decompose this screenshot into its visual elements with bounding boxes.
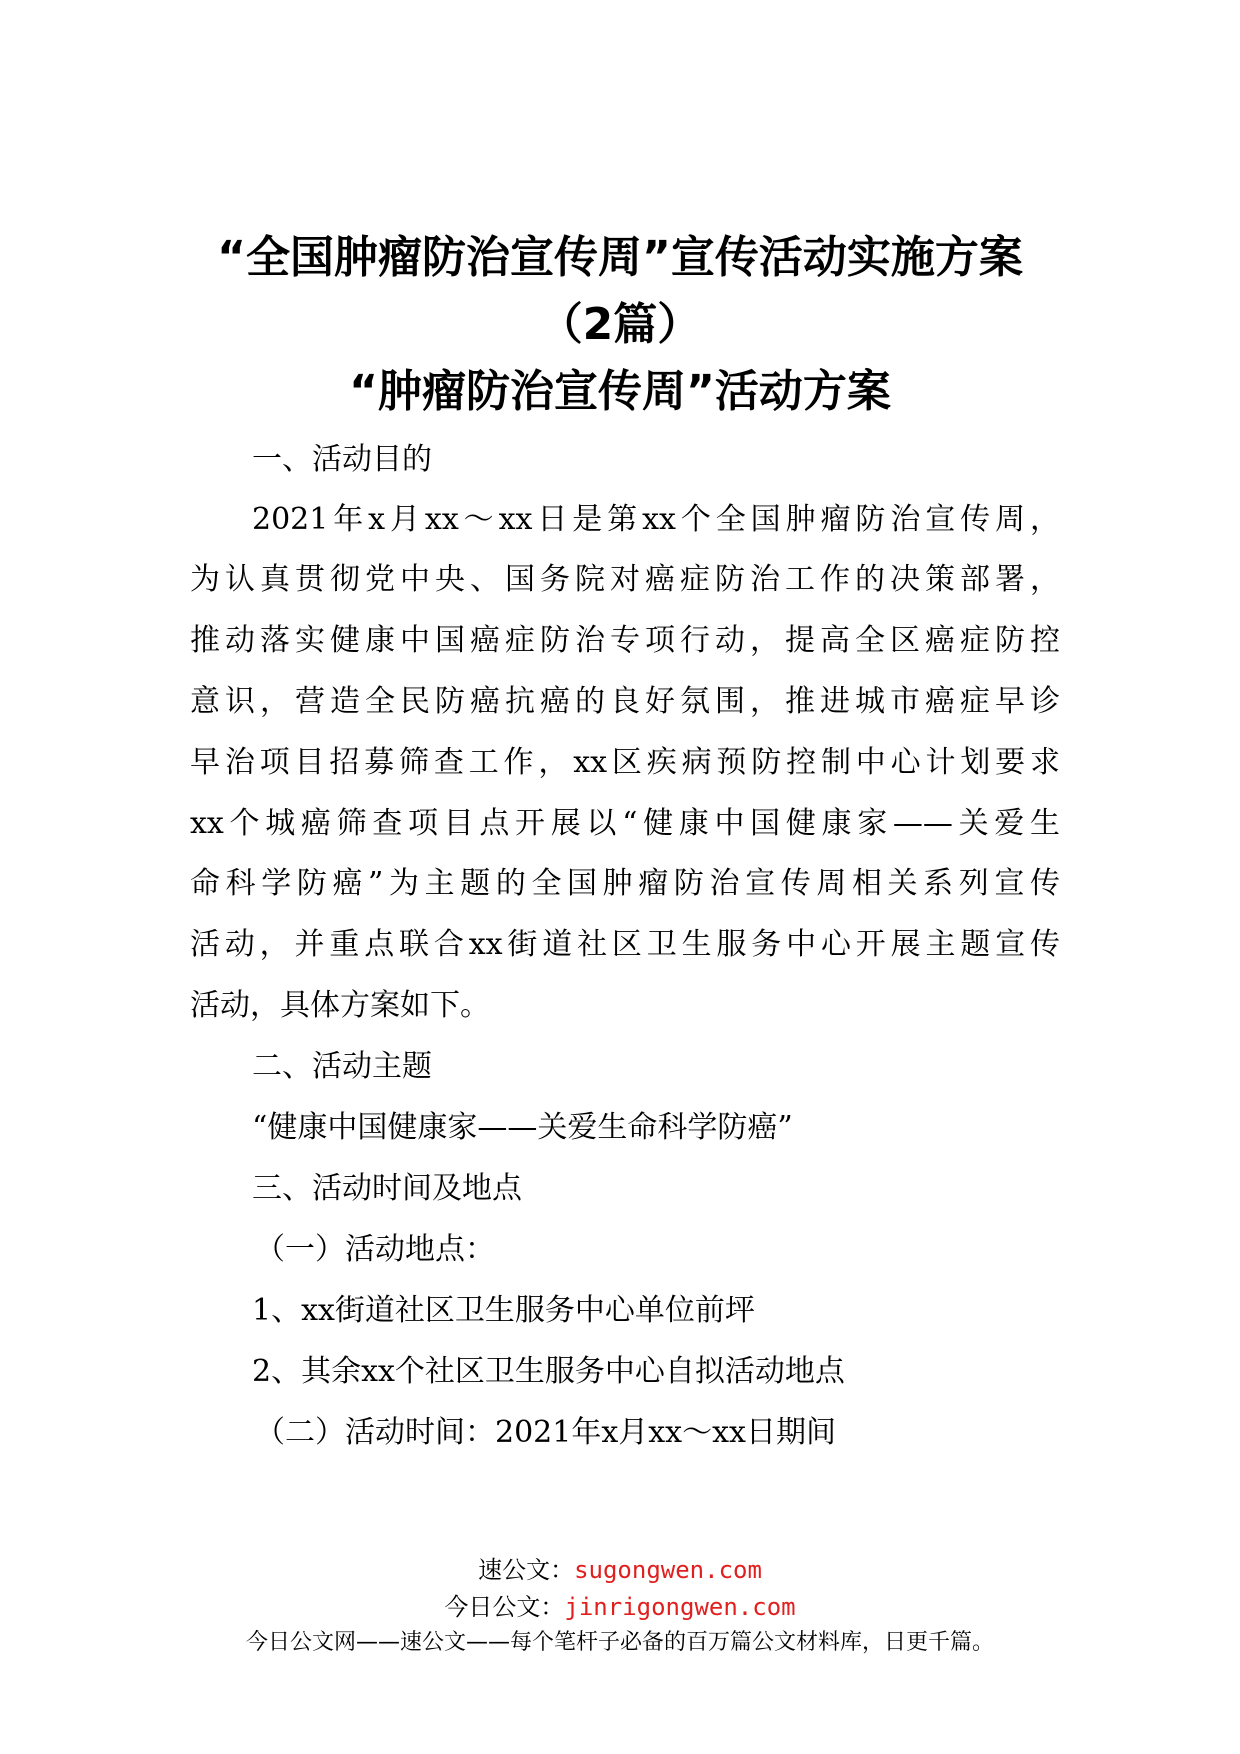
- footer-jinrigongwen: [0, 1590, 1240, 1624]
- paragraph-line: 2021年x月xx～xx日是第xx个全国肿瘤防治宣传周，: [252, 502, 1060, 537]
- location-item-1: 1、xx街道社区卫生服务中心单位前坪: [252, 1293, 755, 1328]
- section-heading-time-place: 三、活动时间及地点: [252, 1171, 522, 1206]
- paragraph-line: 推动落实健康中国癌症防治专项行动，提高全区癌症防控: [190, 623, 1060, 658]
- document-subtitle: “肿瘤防治宣传周”活动方案: [349, 366, 891, 417]
- section-heading-purpose: 一、活动目的: [252, 442, 432, 477]
- section-heading-theme: 二、活动主题: [252, 1049, 432, 1084]
- document-title-line2: （2篇）: [538, 299, 702, 350]
- location-item-2: 2、其余xx个社区卫生服务中心自拟活动地点: [252, 1354, 845, 1389]
- footer-link-jinrigongwen[interactable]: jinrigongwen.com: [564, 1593, 796, 1621]
- paragraph-line: 命科学防癌”为主题的全国肿瘤防治宣传周相关系列宣传: [190, 866, 1060, 901]
- footer-link-sugongwen[interactable]: sugongwen.com: [574, 1556, 762, 1584]
- theme-text: “健康中国健康家——关爱生命科学防癌”: [252, 1110, 793, 1145]
- paragraph-line: xx个城癌筛查项目点开展以“健康中国健康家——关爱生: [190, 806, 1060, 841]
- footer-label-sugongwen: 速公文：: [478, 1556, 575, 1584]
- paragraph-line: 意识，营造全民防癌抗癌的良好氛围，推进城市癌症早诊: [190, 684, 1060, 719]
- document-title-line1: “全国肿瘤防治宣传周”宣传活动实施方案: [217, 232, 1023, 283]
- footer-slogan: 今日公文网——速公文——每个笔杆子必备的百万篇公文材料库，日更千篇。: [245, 1630, 994, 1655]
- paragraph-line: 早治项目招募筛查工作，xx区疾病预防控制中心计划要求: [190, 745, 1060, 780]
- paragraph-line: 为认真贯彻党中央、国务院对癌症防治工作的决策部署，: [190, 562, 1060, 597]
- footer-sugongwen: [0, 1553, 1240, 1587]
- paragraph-line: 活动，具体方案如下。: [190, 988, 490, 1023]
- subheading-location: （一）活动地点：: [255, 1232, 495, 1267]
- paragraph-line: 活动，并重点联合xx街道社区卫生服务中心开展主题宣传: [190, 927, 1060, 962]
- footer-label-jinrigongwen: 今日公文：: [444, 1593, 565, 1621]
- subheading-time: （二）活动时间：2021年x月xx～xx日期间: [255, 1415, 836, 1450]
